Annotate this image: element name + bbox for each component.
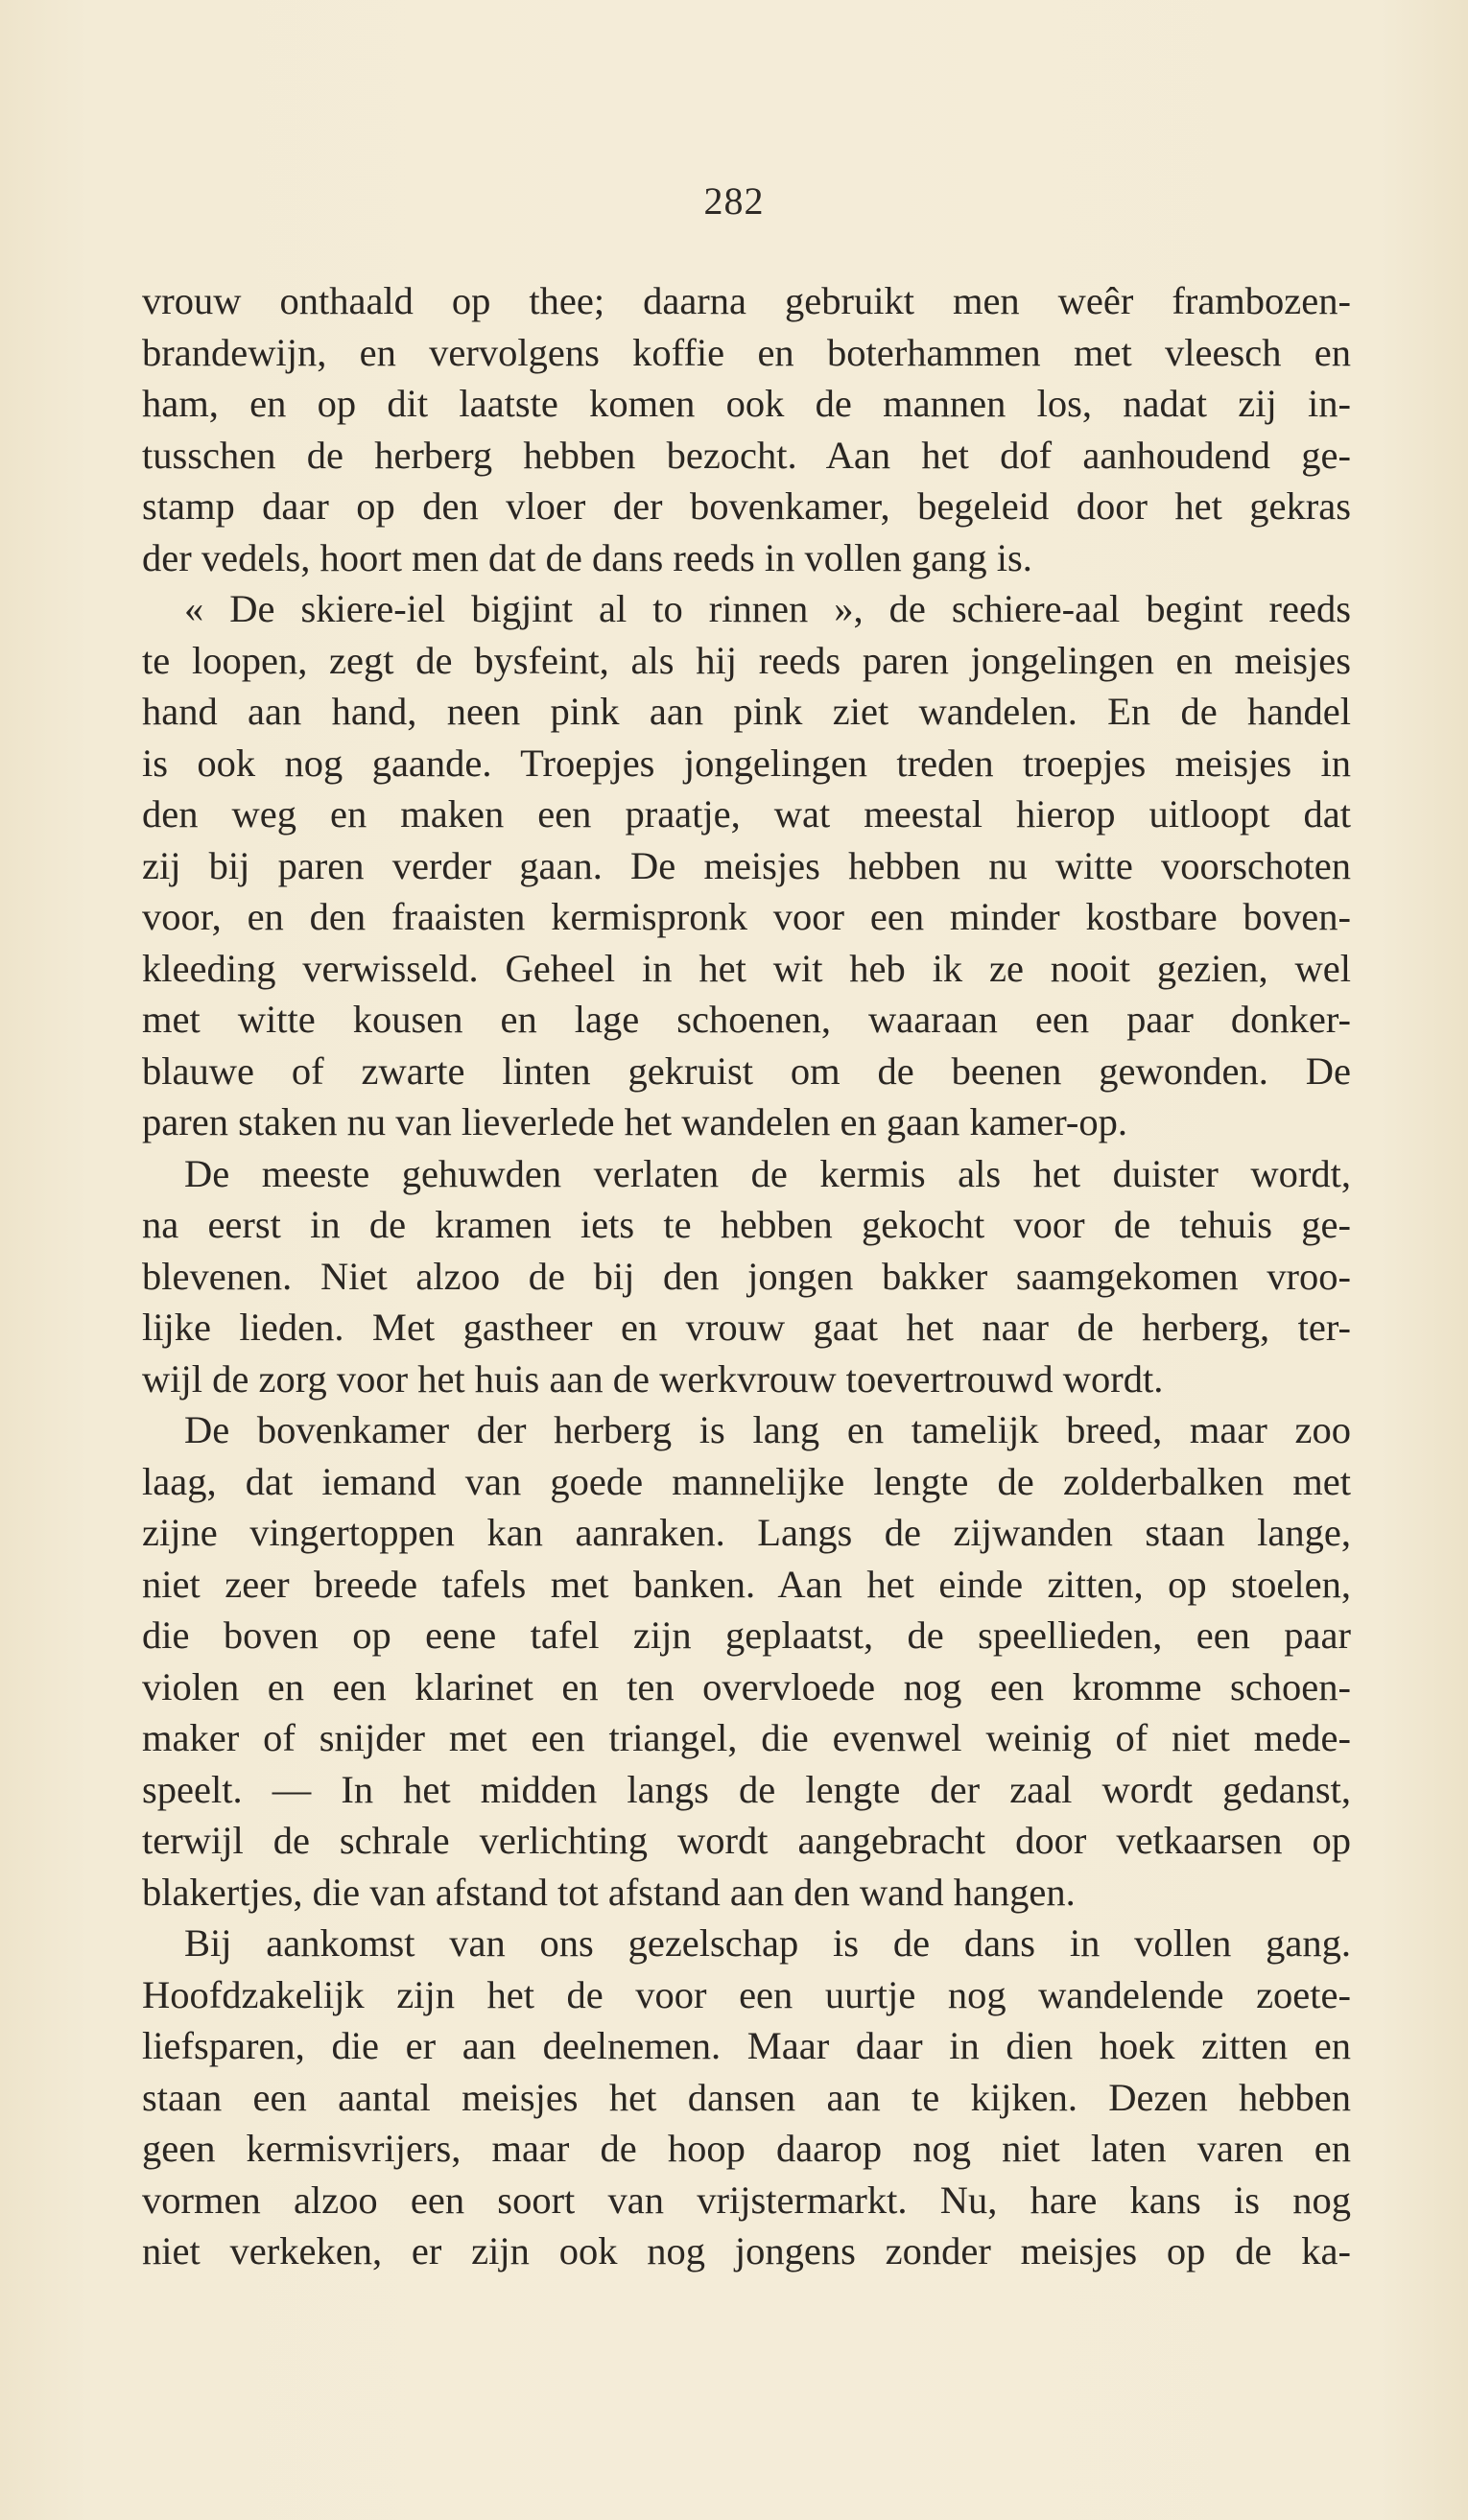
text-line: maker of snijder met een triangel, die evenwel weinig of niet mede- [142, 1716, 1351, 1759]
text-line: Hoofdzakelijk zijn het de voor een uurtje nog wandelende zoete- [142, 1972, 1351, 2016]
text-line: die boven op eene tafel zijn geplaatst, de speellieden, een paar [142, 1613, 1351, 1657]
text-line: laag, dat iemand van goede mannelijke lengte de zolderbalken met [142, 1459, 1351, 1503]
text-line: te loopen, zegt de bysfeint, als hij reeds paren jongelingen en meisjes [142, 638, 1351, 682]
text-line: geen kermisvrijers, maar de hoop daarop nog niet laten varen en [142, 2127, 1351, 2170]
text-line: lijke lieden. Met gastheer en vrouw gaat het naar de herberg, ter- [142, 1306, 1351, 1349]
text-line: brandewijn, en vervolgens koffie en boterhammen met vleesch en [142, 330, 1351, 374]
text-line: voor, en den fraaisten kermispronk voor een minder kostbare boven- [142, 895, 1351, 938]
text-line: vormen alzoo een soort van vrijstermarkt. Nu, hare kans is nog [142, 2178, 1351, 2222]
text-line: niet zeer breede tafels met banken. Aan het einde zitten, op stoelen, [142, 1562, 1351, 1606]
text-line: terwijl de schrale verlichting wordt aangebracht door vetkaarsen op [142, 1819, 1351, 1862]
text-line: blauwe of zwarte linten gekruist om de beenen gewonden. De [142, 1048, 1351, 1093]
text-line: hand aan hand, neen pink aan pink ziet wandelen. En de handel [142, 690, 1351, 733]
text-line: tusschen de herberg hebben bezocht. Aan het dof aanhoudend ge- [142, 433, 1351, 477]
text-line: liefsparen, die er aan deelnemen. Maar daar in dien hoek zitten en [142, 2024, 1351, 2067]
text-line: speelt. — In het midden langs de lengte der zaal wordt gedanst, [142, 1767, 1351, 1811]
text-line: blevenen. Niet alzoo de bij den jongen bakker saamgekomen vroo- [142, 1254, 1351, 1298]
text-line: vrouw onthaald op thee; daarna gebruikt men weêr frambozen- [142, 279, 1351, 322]
text-line: zijne vingertoppen kan aanraken. Langs de zijwanden staan lange, [142, 1511, 1351, 1554]
text-line: is ook nog gaande. Troepjes jongelingen treden troepjes meisjes in [142, 741, 1351, 785]
body-text [142, 275, 1351, 2277]
text-line: « De skiere-iel bigjint al to rinnen », de schiere-aal begint reeds [184, 587, 1351, 630]
text-line: wijl de zorg voor het huis aan de werkvrouw toevertrouwd wordt. [142, 1356, 1164, 1401]
text-line: De bovenkamer der herberg is lang en tamelijk breed, maar zoo [184, 1408, 1351, 1451]
text-line: niet verkeken, er zijn ook nog jongens zonder meisjes op de ka- [142, 2229, 1351, 2273]
text-line: met witte kousen en lage schoenen, waaraan een paar donker- [142, 998, 1351, 1041]
text-line: kleeding verwisseld. Geheel in het wit heb ik ze nooit gezien, wel [142, 946, 1351, 990]
page-number: 282 [703, 179, 765, 223]
text-line: violen en een klarinet en ten overvloede nog een kromme schoen- [142, 1664, 1351, 1708]
text-line: ham, en op dit laatste komen ook de mannen los, nadat zij in- [142, 382, 1351, 425]
text-line: De meeste gehuwden verlaten de kermis als het duister wordt, [184, 1151, 1351, 1195]
text-line: paren staken nu van lieverlede het wandelen en gaan kamer-op. [142, 1100, 1127, 1143]
text-line: Bij aankomst van ons gezelschap is de dans in vollen gang. [184, 1921, 1351, 1965]
text-line: blakertjes, die van afstand tot afstand aan den wand hangen. [142, 1870, 1076, 1914]
text-line: der vedels, hoort men dat de dans reeds in vollen gang is. [142, 535, 1032, 579]
text-line: zij bij paren verder gaan. De meisjes hebben nu witte voorschoten [142, 843, 1351, 887]
text-line: na eerst in de kramen iets te hebben gekocht voor de tehuis ge- [142, 1203, 1351, 1246]
text-line: den weg en maken een praatje, wat meestal hierop uitloopt dat [142, 792, 1351, 836]
text-line: staan een aantal meisjes het dansen aan te kijken. Dezen hebben [142, 2075, 1351, 2119]
text-line: stamp daar op den vloer der bovenkamer, begeleid door het gekras [142, 484, 1351, 528]
